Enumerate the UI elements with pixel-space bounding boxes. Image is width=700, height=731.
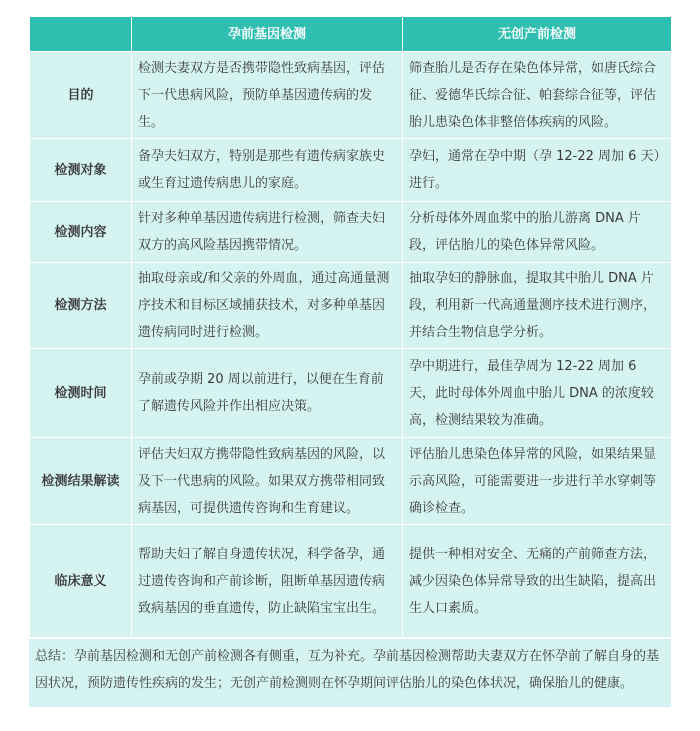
cell-nipt: 筛查胎儿是否存在染色体异常，如唐氏综合征、爱德华氏综合征、帕套综合征等，评估胎儿患染色体非整倍体疾病的风险。 bbox=[403, 52, 672, 139]
header-corner-cell bbox=[30, 17, 132, 52]
table-row bbox=[30, 525, 672, 638]
cell-prenatal-gene: 帮助夫妇了解自身遗传状况，科学备孕，通过遗传咨询和产前诊断，阻断单基因遗传病致病基因的垂直遗传，防止缺陷宝宝出生。 bbox=[132, 525, 403, 638]
header-nipt: 无创产前检测 bbox=[403, 17, 672, 52]
row-label-content: 检测内容 bbox=[30, 202, 132, 263]
row-label-purpose: 目的 bbox=[30, 52, 132, 139]
comparison-table-container bbox=[29, 16, 671, 707]
row-label-clinical-significance: 临床意义 bbox=[30, 525, 132, 638]
cell-prenatal-gene: 孕前或孕期 20 周以前进行，以便在生育前了解遗传风险并作出相应决策。 bbox=[132, 349, 403, 438]
cell-prenatal-gene: 针对多种单基因遗传病进行检测，筛查夫妇双方的高风险基因携带情况。 bbox=[132, 202, 403, 263]
table-row bbox=[30, 263, 672, 349]
table-row bbox=[30, 202, 672, 263]
cell-prenatal-gene: 备孕夫妇双方，特别是那些有遗传病家族史或生育过遗传病患儿的家庭。 bbox=[132, 139, 403, 202]
row-label-timing: 检测时间 bbox=[30, 349, 132, 438]
table-header-row bbox=[30, 17, 672, 52]
cell-nipt: 提供一种相对安全、无痛的产前筛查方法，减少因染色体异常导致的出生缺陷，提高出生人口素质。 bbox=[403, 525, 672, 638]
row-label-interpretation: 检测结果解读 bbox=[30, 438, 132, 525]
summary-text: 总结：孕前基因检测和无创产前检测各有侧重，互为补充。孕前基因检测帮助夫妻双方在怀孕前了解自身的基因状况，预防遗传性疾病的发生；无创产前检测则在怀孕期间评估胎儿的染色体状况，确保胎儿的健康。 bbox=[29, 638, 671, 707]
cell-nipt: 孕中期进行，最佳孕周为 12-22 周加 6 天，此时母体外周血中胎儿 DNA 的浓度较高，检测结果较为准确。 bbox=[403, 349, 672, 438]
table-row bbox=[30, 349, 672, 438]
table-row bbox=[30, 438, 672, 525]
row-label-method: 检测方法 bbox=[30, 263, 132, 349]
table-row bbox=[30, 52, 672, 139]
cell-nipt: 抽取孕妇的静脉血，提取其中胎儿 DNA 片段，利用新一代高通量测序技术进行测序，并结合生物信息学分析。 bbox=[403, 263, 672, 349]
cell-nipt: 评估胎儿患染色体异常的风险，如果结果显示高风险，可能需要进一步进行羊水穿刺等确诊检查。 bbox=[403, 438, 672, 525]
cell-nipt: 孕妇，通常在孕中期（孕 12-22 周加 6 天）进行。 bbox=[403, 139, 672, 202]
table-row bbox=[30, 139, 672, 202]
row-label-target: 检测对象 bbox=[30, 139, 132, 202]
cell-nipt: 分析母体外周血浆中的胎儿游离 DNA 片段，评估胎儿的染色体异常风险。 bbox=[403, 202, 672, 263]
header-prenatal-gene-test: 孕前基因检测 bbox=[132, 17, 403, 52]
cell-prenatal-gene: 检测夫妻双方是否携带隐性致病基因，评估下一代患病风险，预防单基因遗传病的发生。 bbox=[132, 52, 403, 139]
comparison-table bbox=[29, 16, 672, 638]
cell-prenatal-gene: 抽取母亲或/和父亲的外周血，通过高通量测序技术和目标区域捕获技术，对多种单基因遗传病同时进行检测。 bbox=[132, 263, 403, 349]
cell-prenatal-gene: 评估夫妇双方携带隐性致病基因的风险，以及下一代患病的风险。如果双方携带相同致病基因，可提供遗传咨询和生育建议。 bbox=[132, 438, 403, 525]
